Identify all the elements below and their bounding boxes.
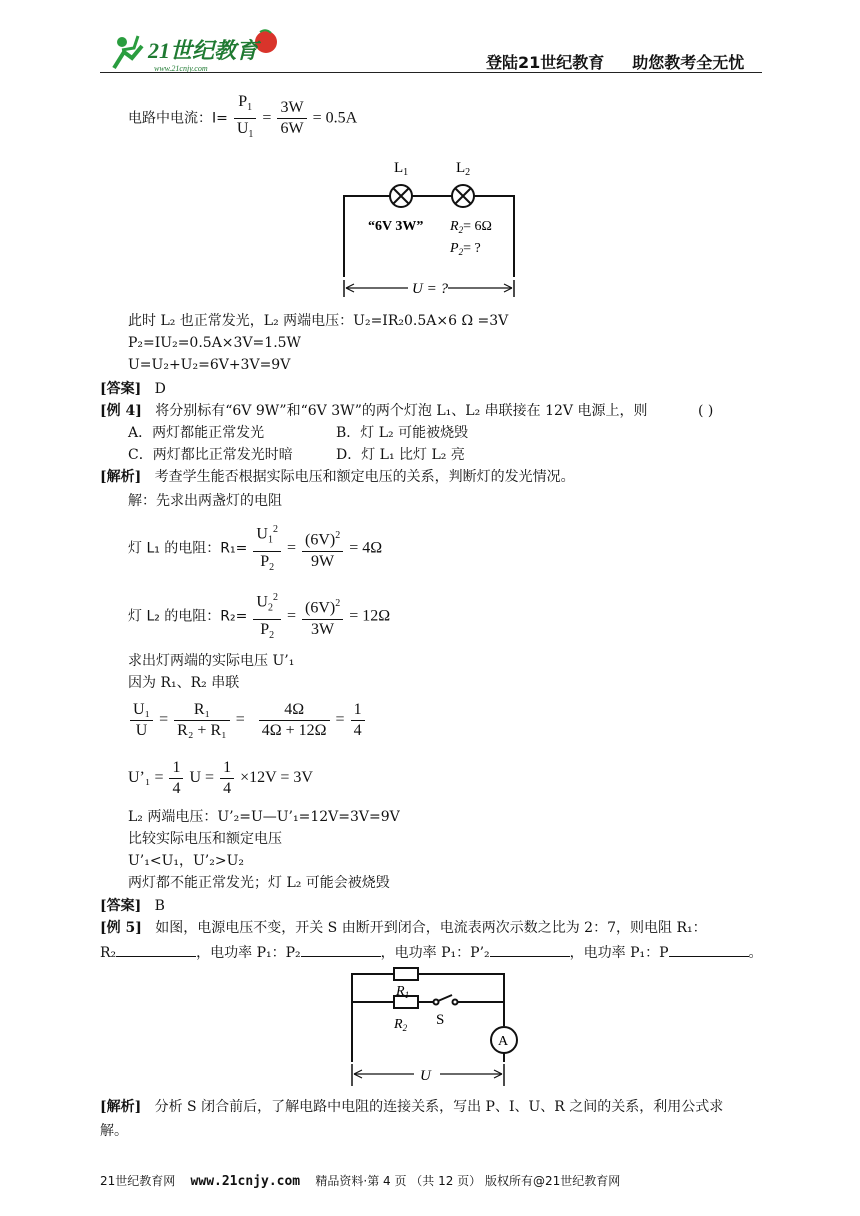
- r1-equation: 灯 L₁ 的电阻：R₁= $\frac{U_1^2}{P_2}$ = $\frac{(6V)^2}{9W}$ = 4Ω: [128, 520, 382, 578]
- analysis-2-cont: 解。: [100, 1123, 128, 1139]
- lamp-l1-label: $L_1$: [394, 160, 409, 178]
- actual-voltage-line: 求出灯两端的实际电压 U’₁: [128, 653, 295, 669]
- conclusion-line: 两灯都不能正常发光；灯 L₂ 可能会被烧毁: [128, 875, 390, 891]
- l2-voltage-line: 此时 L₂ 也正常发光，L₂ 两端电压：U₂=IR₂0.5A×6 Ω =3V: [128, 313, 509, 329]
- blank-r1-r2[interactable]: [116, 942, 196, 957]
- u-line: U=U₂+U₂=6V+3V=9V: [128, 357, 291, 373]
- slogan-right: 助您教考全无忧: [632, 53, 745, 72]
- option-c: C．两灯都比正常发光时暗: [128, 447, 293, 463]
- header-rule: [100, 72, 762, 73]
- blank-p1-p2-prime[interactable]: [490, 942, 570, 957]
- compare-line: 比较实际电压和额定电压: [128, 831, 282, 847]
- logo-graphic: [108, 28, 288, 74]
- header-slogan: [486, 50, 772, 73]
- option-d: D．灯 L₁ 比灯 L₂ 亮: [336, 447, 465, 463]
- answer-1: [答案] D: [100, 381, 166, 397]
- r2-value: $R_2= 6\Omega$: [450, 219, 492, 235]
- example-4: [例 4] 将分别标有“6V 9W”和“6V 3W”的两个灯泡 L₁、L₂ 串联接在 12V 电源上，则: [100, 403, 648, 419]
- blank-p1-p2[interactable]: [301, 942, 381, 957]
- r2-label: $R_2$: [394, 1017, 408, 1033]
- current-frac1: $\frac{P_1}{U_1}$: [234, 92, 257, 145]
- switch-label: S: [436, 1012, 445, 1028]
- inequality-line: U’₁<U₁，U’₂>U₂: [128, 853, 245, 869]
- p2-line: P₂=IU₂=0.5A×3V=1.5W: [128, 335, 301, 351]
- current-frac2: $\frac{3W}{6W}$: [277, 98, 306, 139]
- circuit-diagram-2: [348, 964, 520, 1088]
- r1-label: $R_1$: [396, 984, 410, 1000]
- lamp-l2-label: $L_2$: [456, 160, 471, 178]
- slogan-left: 登陆21世纪教育: [486, 53, 605, 72]
- analysis-2: [解析] 分析 S 闭合前后，了解电路中电阻的连接关系，写出 P、I、U、R 之间的关系，利用公式求: [100, 1099, 724, 1115]
- ratio-equation: $\frac{\text{U₁}}{U}$ = $\frac{\text{R₁}}{\text{R₂ + R₁}}$ = $\frac{4\Omega}{4\Omega + 12\Omega}$ = $\frac{1}{4}$: [128, 700, 367, 741]
- analysis-1: [解析] 考查学生能否根据实际电压和额定电压的关系，判断灯的发光情况。: [100, 469, 575, 485]
- u2-prime-line: L₂ 两端电压：U’₂=U—U’₁=12V=3V=9V: [128, 809, 400, 825]
- voltage-label: U = ?: [412, 281, 448, 297]
- series-line: 因为 R₁、R₂ 串联: [128, 675, 240, 691]
- page-footer: 21世纪教育网 www.21cnjy.com 精品资料·第 4 页 （共 12 页） 版权所有@21世纪教育网: [100, 1174, 621, 1189]
- option-b: B．灯 L₂ 可能被烧毁: [336, 425, 469, 441]
- logo-text: 21世纪教育: [148, 38, 259, 63]
- example-5: [例 5] 如图，电源电压不变，开关 S 由断开到闭合，电流表两次示数之比为 2：7，则电阻 R₁：: [100, 920, 707, 936]
- logo-url: www.21cnjy.com: [154, 64, 208, 73]
- site-logo: [108, 28, 288, 74]
- footer-url[interactable]: www.21cnjy.com: [190, 1174, 301, 1189]
- current-equation: 电路中电流：I= $\frac{P_1}{U_1}$ = $\frac{3W}{6W}$ = 0.5A: [128, 92, 357, 145]
- solution-intro: 解：先求出两盏灯的电阻: [128, 493, 282, 509]
- lamp-l1-spec: “6V 3W”: [368, 219, 424, 234]
- example-4-paren: ( ): [698, 403, 714, 419]
- ammeter-label: A: [498, 1034, 509, 1049]
- r2-equation: 灯 L₂ 的电阻：R₂= $\frac{U_2^2}{P_2}$ = $\frac{(6V)^2}{3W}$ = 12Ω: [128, 588, 390, 646]
- example-5-blanks: R₂ ，电功率 P₁：P₂ ，电功率 P₁：P’₂ ，电功率 P₁：P 。: [100, 942, 763, 962]
- blank-p1-p[interactable]: [669, 942, 749, 957]
- circuit-diagram-1: [336, 152, 522, 300]
- answer-2: [答案] B: [100, 898, 165, 914]
- option-a: A．两灯都能正常发光: [128, 425, 265, 441]
- source-voltage-label: U: [420, 1068, 431, 1084]
- p2-value: $P_2=$ ?: [450, 241, 481, 257]
- u1-prime-equation: U’₁ = $\frac{1}{4}$ U = $\frac{1}{4}$ ×12V = 3V: [128, 759, 313, 797]
